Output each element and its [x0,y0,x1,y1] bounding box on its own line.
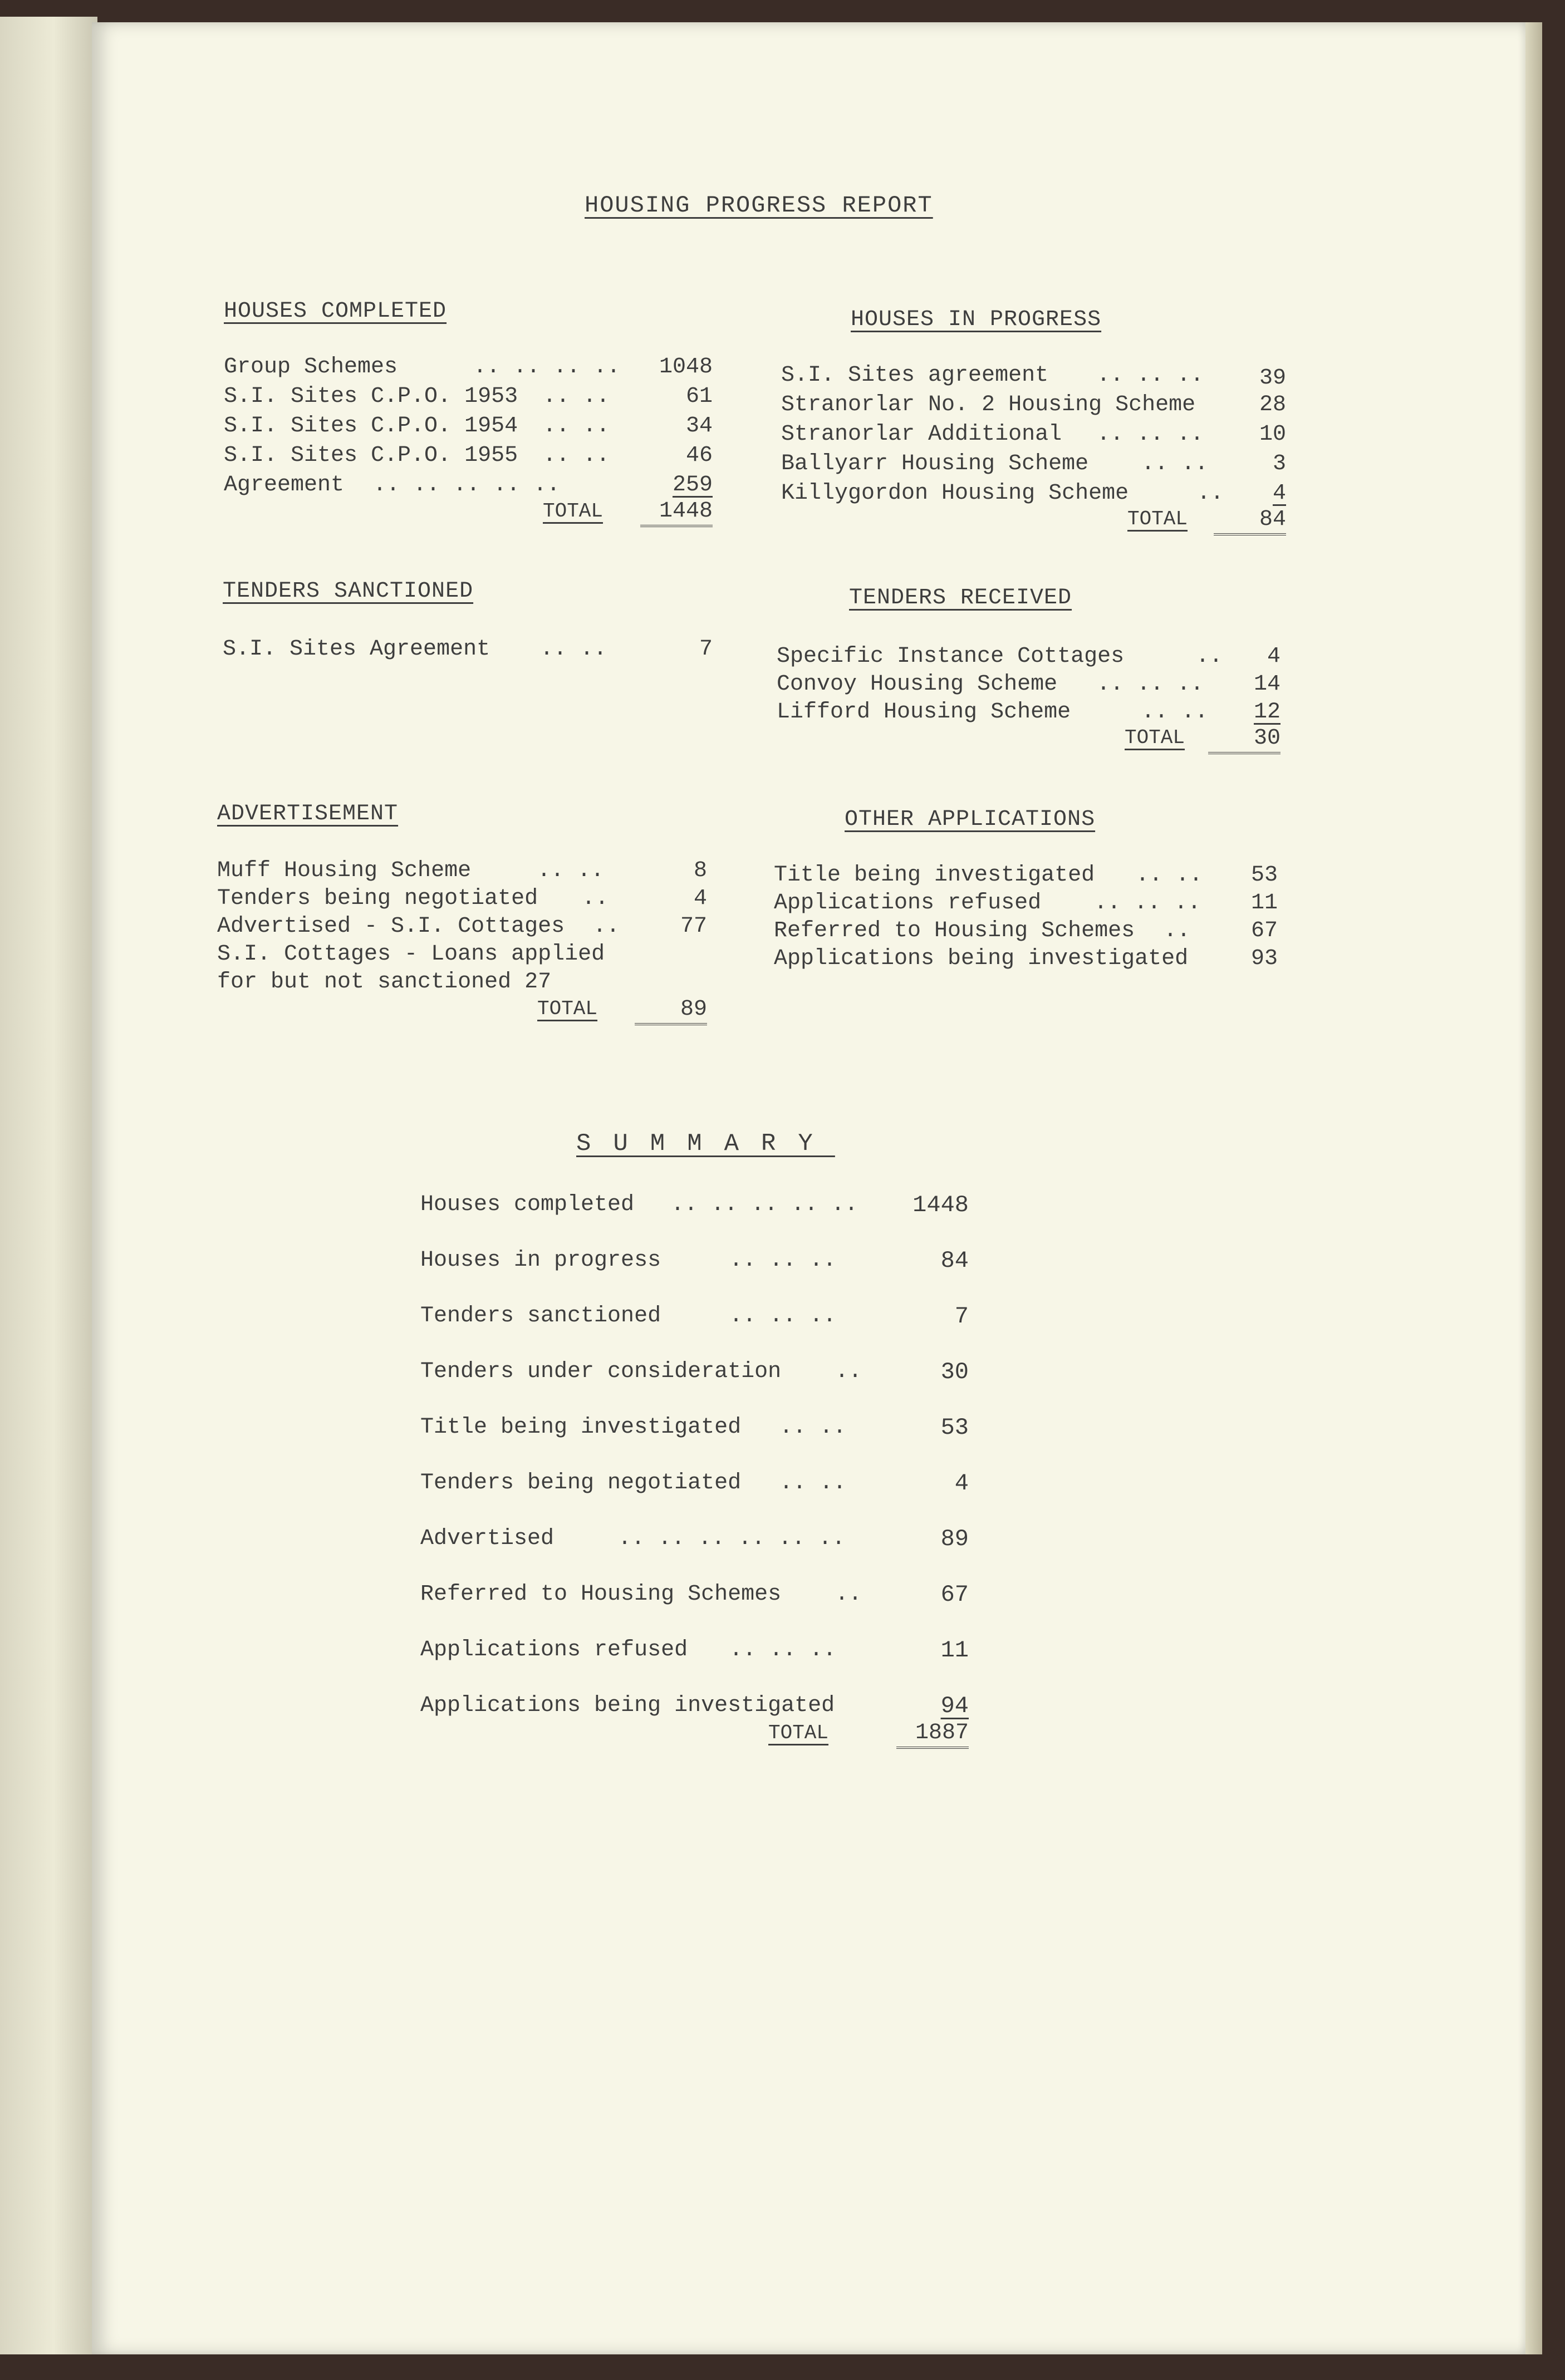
page-edge [1525,22,1542,2354]
list-item-label: Applications being investigated [774,946,1189,971]
list-item-dots: .. .. .. [1097,422,1204,447]
summary-item-value: 89 [940,1526,969,1552]
list-item-label: S.I. Sites C.P.O. 1955 [224,443,518,468]
list-item-dots: .. .. .. [1094,891,1201,916]
advertisement-heading: ADVERTISEMENT [217,801,399,827]
list-item-dots: .. .. .. .. [473,355,621,380]
list-item-value: 11 [1250,891,1278,916]
summary-item-value: 11 [940,1637,969,1664]
list-item-value: 1048 [659,355,713,380]
list-item-dots: .. [1164,918,1191,943]
list-item-value: 77 [680,914,707,939]
list-item-dots: .. [1196,644,1223,669]
list-item-dots: .. [1197,481,1224,506]
list-item-dots: .. .. [537,858,605,883]
list-item-label: S.I. Sites C.P.O. 1953 [224,384,518,409]
list-item-label: Lifford Housing Scheme [777,700,1071,725]
total-label: TOTAL [1127,508,1188,530]
list-item-dots: .. .. [543,384,610,409]
summary-item-value: 7 [954,1303,969,1330]
list-item-value: 46 [685,443,713,468]
list-item-label: Specific Instance Cottages [777,644,1125,669]
list-item-label: Killygordon Housing Scheme [781,481,1129,506]
houses-completed-heading: HOUSES COMPLETED [224,299,447,324]
list-item-value: 4 [1272,481,1286,506]
list-item-dots: .. .. .. .. .. [373,473,561,498]
summary-item-label: Tenders being negotiated [420,1471,742,1496]
list-item-value: 7 [699,637,713,662]
list-item-value: 3 [1272,451,1286,476]
summary-total-label: TOTAL [768,1722,829,1744]
list-item-label: Referred to Housing Schemes [774,918,1135,943]
list-item-dots: .. .. [543,414,610,439]
summary-item-dots: .. .. .. [729,1248,837,1273]
summary-item-dots: .. .. [779,1415,847,1440]
list-item-label: Muff Housing Scheme [217,858,472,883]
list-item-dots: .. .. [1141,700,1209,725]
summary-item-label: Title being investigated [420,1415,742,1440]
list-item-dots: .. .. .. [1097,672,1204,697]
summary-item-value: 30 [940,1359,969,1385]
list-item-value: 8 [693,858,707,883]
list-item-dots: .. .. .. [1097,363,1204,388]
list-item-label: Convoy Housing Scheme [777,672,1058,697]
tenders-sanctioned-heading: TENDERS SANCTIONED [223,579,474,604]
summary-item-label: Applications being investigated [420,1693,835,1718]
summary-item-label: Tenders under consideration [420,1359,782,1384]
list-item-label: Stranorlar Additional [781,422,1062,447]
summary-item-label: Advertised [420,1526,555,1551]
list-item-dots: .. .. [1136,863,1203,888]
list-item-value: 53 [1250,863,1278,888]
summary-item-dots: .. .. .. .. .. .. [618,1526,846,1551]
list-item-value: 4 [1267,644,1281,669]
summary-item-dots: .. .. [779,1471,847,1496]
total-label: TOTAL [1125,726,1185,749]
summary-item-dots: .. .. .. [729,1638,837,1663]
list-item-dots: .. .. [543,443,610,468]
list-item-label: Tenders being negotiated [217,886,538,911]
list-item-dots: .. [593,914,620,939]
total-value: 84 [1214,507,1286,535]
list-item-value: 93 [1250,946,1278,971]
list-item-dots: .. .. [540,637,607,662]
summary-item-dots: .. .. .. [729,1304,837,1329]
list-item-label: for but not sanctioned 27 [217,970,552,995]
left-page-margin [0,17,97,2354]
summary-item-dots: .. .. .. .. .. [671,1192,858,1217]
summary-item-value: 53 [940,1414,969,1441]
list-item-value: 67 [1250,918,1278,943]
list-item-label: Group Schemes [224,355,398,380]
total-value: 89 [635,996,707,1025]
summary-item-label: Referred to Housing Schemes [420,1582,782,1607]
summary-item-dots: .. [835,1582,862,1607]
summary-item-value: 1448 [912,1192,969,1218]
list-item-label: S.I. Sites agreement [781,363,1049,388]
summary-item-label: Houses completed [420,1192,635,1217]
list-item-dots: .. .. [1141,451,1209,476]
list-item-value: 28 [1259,392,1286,417]
total-label: TOTAL [537,997,598,1020]
report-title: HOUSING PROGRESS REPORT [585,192,933,219]
summary-item-label: Houses in progress [420,1248,661,1273]
summary-item-label: Tenders sanctioned [420,1304,661,1329]
list-item-value: 14 [1253,672,1281,697]
list-item-label: S.I. Sites C.P.O. 1954 [224,414,518,439]
other-applications-heading: OTHER APPLICATIONS [845,807,1096,832]
list-item-label: Advertised - S.I. Cottages [217,914,565,939]
list-item-label: Title being investigated [774,863,1095,888]
list-item-dots: .. [582,886,609,911]
total-label: TOTAL [543,500,604,523]
list-item-value: 34 [685,414,713,439]
list-item-label: Stranorlar No. 2 Housing Scheme [781,392,1196,417]
list-item-label: S.I. Sites Agreement [223,637,490,662]
list-item-value: 39 [1259,366,1286,391]
summary-total-value: 1887 [896,1720,969,1749]
summary-item-value: 94 [940,1693,969,1719]
houses-in-progress-heading: HOUSES IN PROGRESS [851,307,1102,332]
summary-item-value: 4 [954,1470,969,1497]
summary-item-value: 84 [940,1247,969,1274]
summary-item-value: 67 [940,1581,969,1608]
tenders-received-heading: TENDERS RECEIVED [849,586,1072,611]
list-item-label: Agreement [224,473,345,498]
total-value: 1448 [640,498,713,527]
list-item-value: 4 [693,886,707,911]
summary-item-dots: .. [835,1359,862,1384]
list-item-label: Applications refused [774,891,1042,916]
summary-item-label: Applications refused [420,1638,688,1663]
list-item-label: S.I. Cottages - Loans applied [217,942,605,967]
list-item-value: 259 [672,473,713,498]
list-item-value: 12 [1253,700,1281,725]
list-item-value: 61 [685,384,713,409]
list-item-label: Ballyarr Housing Scheme [781,451,1089,476]
list-item-value: 10 [1259,422,1286,447]
summary-heading: SUMMARY [576,1130,835,1158]
total-value: 30 [1208,725,1281,754]
